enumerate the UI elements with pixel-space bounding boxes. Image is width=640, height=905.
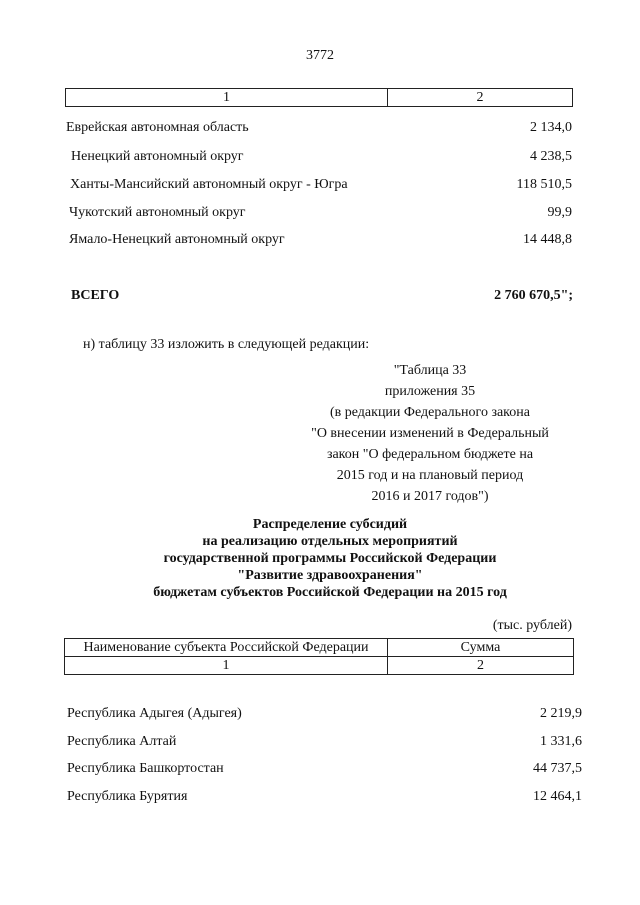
column-number-2: 2: [388, 657, 574, 675]
title-line: Распределение субсидий: [252, 517, 408, 532]
title-line: бюджетам субъектов Российской Федерации на 2015 год: [153, 585, 507, 600]
region-value: 1 331,6: [540, 734, 582, 749]
caption-line: "О внесении изменений в Федеральный: [311, 426, 549, 441]
region-value: 12 464,1: [533, 789, 582, 804]
caption-line: (в редакции Федерального закона: [330, 405, 530, 420]
table-header: [64, 638, 574, 675]
region-value: 99,9: [547, 205, 572, 220]
title-line: государственной программы Российской Федерации: [163, 551, 497, 566]
region-name: Ханты-Мансийский автономный округ - Югра: [70, 177, 348, 192]
caption-line: приложения 35: [384, 384, 476, 399]
region-name: Чукотский автономный округ: [69, 205, 246, 220]
region-name: Республика Алтай: [67, 734, 177, 749]
region-value: 2 219,9: [540, 706, 582, 721]
column-number-1: 1: [66, 89, 388, 107]
unit-label: (тыс. рублей): [492, 618, 572, 633]
region-name: Ямало-Ненецкий автономный округ: [69, 232, 285, 247]
column-number-1: 1: [65, 657, 388, 675]
title-line: на реализацию отдельных мероприятий: [202, 534, 458, 549]
region-name: Ненецкий автономный округ: [71, 149, 244, 164]
column-header-sum: Сумма: [388, 639, 574, 657]
caption-line: 2016 и 2017 годов"): [371, 489, 489, 504]
region-value: 118 510,5: [516, 177, 572, 192]
column-number-2: 2: [388, 89, 573, 107]
region-name: Республика Башкортостан: [67, 761, 224, 776]
region-name: Еврейская автономная область: [66, 120, 249, 135]
total-label: ВСЕГО: [71, 288, 120, 303]
column-header-subject: Наименование субъекта Российской Федерации: [65, 639, 388, 657]
region-name: Республика Бурятия: [67, 789, 188, 804]
table-title: [90, 516, 570, 601]
title-line: "Развитие здравоохранения": [237, 568, 423, 583]
caption-line: "Таблица 33: [393, 363, 467, 378]
amendment-instruction: н) таблицу 33 изложить в следующей редакции:: [83, 337, 370, 352]
region-value: 2 134,0: [530, 120, 572, 135]
page-number: 3772: [306, 48, 334, 63]
region-value: 44 737,5: [533, 761, 582, 776]
region-name: Республика Адыгея (Адыгея): [67, 706, 242, 721]
region-value: 4 238,5: [530, 149, 572, 164]
caption-line: 2015 год и на плановый период: [336, 468, 524, 483]
region-value: 14 448,8: [523, 232, 572, 247]
table-caption: [290, 360, 570, 507]
caption-line: закон "О федеральном бюджете на: [326, 447, 534, 462]
total-value: 2 760 670,5";: [494, 288, 573, 303]
continued-table-header: [65, 88, 573, 107]
